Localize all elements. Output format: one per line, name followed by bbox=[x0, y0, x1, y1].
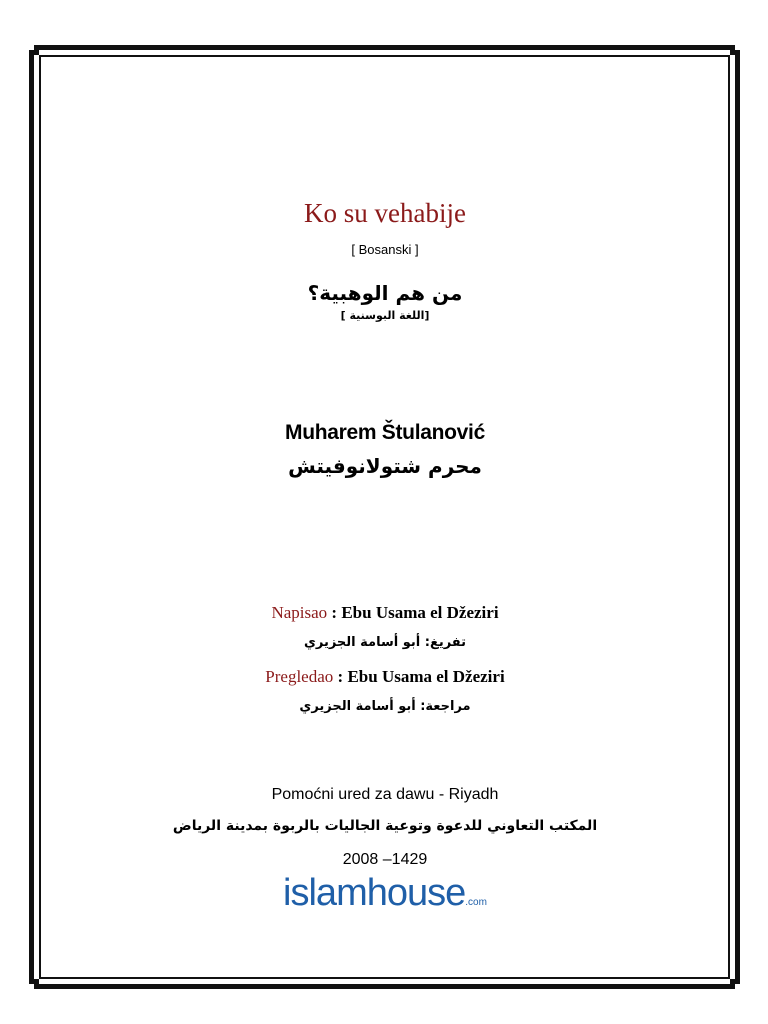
publication-year: 2008 –1429 bbox=[342, 851, 428, 868]
arabic-author-name: محرم شتولانوفيتش bbox=[288, 454, 482, 478]
logo-wordmark: islamhouse bbox=[283, 872, 466, 914]
reviewed-by-role: Pregledao bbox=[265, 667, 334, 686]
arabic-publisher-office: المكتب التعاوني للدعوة وتوعية الجاليات بالربوة بمدينة الرياض bbox=[172, 818, 598, 834]
arabic-reviewed-by-line: مراجعة: أبو أسامة الجزيري bbox=[299, 699, 471, 714]
border-corner-top-right bbox=[730, 45, 740, 55]
author-name: Muharem Štulanović bbox=[285, 421, 485, 444]
language-label: [ Bosanski ] bbox=[351, 242, 419, 257]
reviewed-by-name: Ebu Usama el Džeziri bbox=[347, 667, 505, 686]
reviewed-by-separator: : bbox=[333, 667, 348, 686]
border-corner-bottom-left bbox=[29, 979, 39, 989]
publisher-office: Pomoćni ured za dawu - Riyadh bbox=[271, 786, 499, 803]
islamhouse-logo bbox=[60, 872, 710, 924]
logo-domain-suffix: .com bbox=[465, 897, 487, 908]
reviewed-by-line bbox=[60, 666, 710, 688]
arabic-language-label: [اللغة البوسنية ] bbox=[340, 309, 430, 322]
written-by-separator: : bbox=[327, 603, 342, 622]
document-title: Ko su vehabije bbox=[304, 198, 466, 228]
page-border-inner bbox=[39, 55, 730, 979]
border-corner-bottom-right bbox=[730, 979, 740, 989]
border-corner-top-left bbox=[29, 45, 39, 55]
written-by-line bbox=[60, 602, 710, 624]
arabic-title: من هم الوهبية؟ bbox=[307, 281, 463, 305]
written-by-role: Napisao bbox=[271, 603, 328, 622]
written-by-name: Ebu Usama el Džeziri bbox=[341, 603, 499, 622]
arabic-written-by-line: تفريغ: أبو أسامة الجزيري bbox=[303, 635, 467, 650]
